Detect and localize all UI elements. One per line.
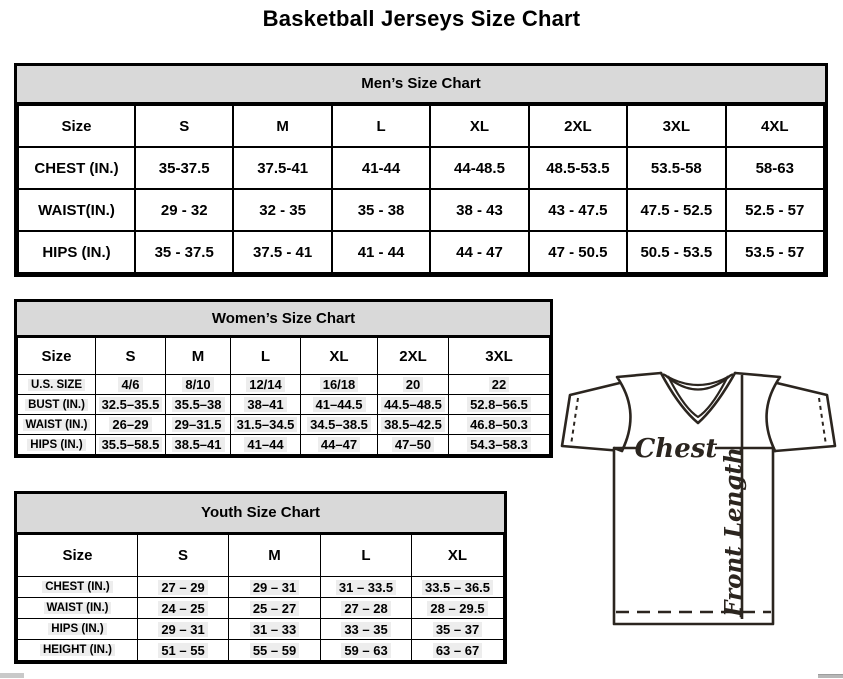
table-row	[18, 435, 550, 455]
size-cell: 27 – 28	[321, 598, 412, 619]
row-label: HIPS (IN.)	[18, 619, 138, 640]
column-header: 3XL	[449, 338, 550, 375]
size-cell: 38.5–41	[166, 435, 231, 455]
size-cell: 35.5–58.5	[96, 435, 166, 455]
size-cell: 8/10	[166, 375, 231, 395]
size-cell: 44–47	[301, 435, 378, 455]
column-header: XL	[301, 338, 378, 375]
column-header: S	[96, 338, 166, 375]
page-title: Basketball Jerseys Size Chart	[262, 6, 581, 31]
size-cell: 26–29	[96, 415, 166, 435]
row-label: CHEST (IN.)	[18, 577, 138, 598]
table-row	[18, 395, 550, 415]
size-cell: 27 – 29	[138, 577, 229, 598]
size-cell: 29–31.5	[166, 415, 231, 435]
size-cell: 50.5 - 53.5	[627, 231, 725, 273]
column-header: S	[135, 105, 233, 147]
size-cell: 52.8–56.5	[449, 395, 550, 415]
size-cell: 31 – 33	[229, 619, 321, 640]
size-cell: 53.5 - 57	[726, 231, 824, 273]
size-cell: 38.5–42.5	[378, 415, 449, 435]
size-cell: 29 – 31	[229, 577, 321, 598]
size-cell: 20	[378, 375, 449, 395]
mens-size-table	[17, 104, 825, 274]
jersey-collar-line	[663, 374, 733, 385]
size-cell: 41–44.5	[301, 395, 378, 415]
size-cell: 38 - 43	[430, 189, 528, 231]
size-cell: 41 - 44	[332, 231, 430, 273]
size-cell: 37.5-41	[233, 147, 331, 189]
scrollbar-fragment[interactable]	[818, 674, 843, 678]
scrollbar-fragment[interactable]	[0, 673, 24, 678]
column-header: L	[321, 535, 412, 577]
table-row	[18, 147, 824, 189]
size-cell: 35 - 37.5	[135, 231, 233, 273]
table-row	[18, 619, 504, 640]
column-header: M	[166, 338, 231, 375]
column-header: XL	[430, 105, 528, 147]
size-cell: 28 – 29.5	[412, 598, 504, 619]
size-cell: 35-37.5	[135, 147, 233, 189]
youth-size-chart	[14, 491, 507, 664]
size-cell: 41-44	[332, 147, 430, 189]
size-cell: 44.5–48.5	[378, 395, 449, 415]
column-header: S	[138, 535, 229, 577]
row-label: U.S. SIZE	[18, 375, 96, 395]
size-cell: 47 - 50.5	[529, 231, 627, 273]
size-cell: 55 – 59	[229, 640, 321, 661]
chest-label: Chest	[634, 434, 718, 464]
table-header-row	[18, 338, 550, 375]
mens-size-chart	[14, 63, 828, 277]
row-label: HEIGHT (IN.)	[18, 640, 138, 661]
table-row	[18, 189, 824, 231]
womens-chart-title: Women’s Size Chart	[17, 302, 550, 337]
size-cell: 41–44	[231, 435, 301, 455]
row-label: CHEST (IN.)	[18, 147, 135, 189]
front-length-label: Front Length	[720, 447, 747, 617]
column-header: Size	[18, 105, 135, 147]
row-label: BUST (IN.)	[18, 395, 96, 415]
column-header: M	[229, 535, 321, 577]
column-header: M	[233, 105, 331, 147]
size-cell: 34.5–38.5	[301, 415, 378, 435]
size-cell: 48.5-53.5	[529, 147, 627, 189]
youth-chart-title: Youth Size Chart	[17, 494, 504, 534]
table-header-row	[18, 105, 824, 147]
size-cell: 63 – 67	[412, 640, 504, 661]
jersey-torso	[614, 373, 780, 624]
size-cell: 44 - 47	[430, 231, 528, 273]
size-cell: 25 – 27	[229, 598, 321, 619]
size-cell: 31.5–34.5	[231, 415, 301, 435]
table-row	[18, 415, 550, 435]
size-cell: 33.5 – 36.5	[412, 577, 504, 598]
size-cell: 53.5-58	[627, 147, 725, 189]
table-header-row	[18, 535, 504, 577]
size-cell: 37.5 - 41	[233, 231, 331, 273]
table-row	[18, 231, 824, 273]
row-label: WAIST(IN.)	[18, 189, 135, 231]
size-cell: 29 – 31	[138, 619, 229, 640]
jersey-measurement-diagram	[557, 360, 843, 675]
size-cell: 44-48.5	[430, 147, 528, 189]
row-label: WAIST (IN.)	[18, 415, 96, 435]
size-cell: 47.5 - 52.5	[627, 189, 725, 231]
size-cell: 31 – 33.5	[321, 577, 412, 598]
size-cell: 52.5 - 57	[726, 189, 824, 231]
table-row	[18, 598, 504, 619]
mens-chart-title: Men’s Size Chart	[17, 66, 825, 104]
size-cell: 29 - 32	[135, 189, 233, 231]
size-cell: 46.8–50.3	[449, 415, 550, 435]
column-header: L	[332, 105, 430, 147]
size-cell: 43 - 47.5	[529, 189, 627, 231]
row-label: WAIST (IN.)	[18, 598, 138, 619]
size-cell: 38–41	[231, 395, 301, 415]
size-cell: 35 – 37	[412, 619, 504, 640]
size-cell: 22	[449, 375, 550, 395]
table-row	[18, 640, 504, 661]
size-cell: 12/14	[231, 375, 301, 395]
column-header: 2XL	[529, 105, 627, 147]
column-header: 4XL	[726, 105, 824, 147]
size-cell: 35.5–38	[166, 395, 231, 415]
column-header: XL	[412, 535, 504, 577]
column-header: Size	[18, 338, 96, 375]
row-label: HIPS (IN.)	[18, 435, 96, 455]
column-header: 2XL	[378, 338, 449, 375]
size-cell: 59 – 63	[321, 640, 412, 661]
youth-size-table	[17, 534, 504, 661]
table-row	[18, 577, 504, 598]
column-header: Size	[18, 535, 138, 577]
row-label: HIPS (IN.)	[18, 231, 135, 273]
size-cell: 54.3–58.3	[449, 435, 550, 455]
size-cell: 16/18	[301, 375, 378, 395]
size-cell: 35 - 38	[332, 189, 430, 231]
size-cell: 51 – 55	[138, 640, 229, 661]
size-cell: 33 – 35	[321, 619, 412, 640]
size-cell: 4/6	[96, 375, 166, 395]
size-cell: 58-63	[726, 147, 824, 189]
column-header: L	[231, 338, 301, 375]
size-cell: 32.5–35.5	[96, 395, 166, 415]
column-header: 3XL	[627, 105, 725, 147]
womens-size-chart	[14, 299, 553, 458]
size-cell: 47–50	[378, 435, 449, 455]
size-cell: 24 – 25	[138, 598, 229, 619]
womens-size-table	[17, 337, 550, 455]
size-cell: 32 - 35	[233, 189, 331, 231]
table-row	[18, 375, 550, 395]
